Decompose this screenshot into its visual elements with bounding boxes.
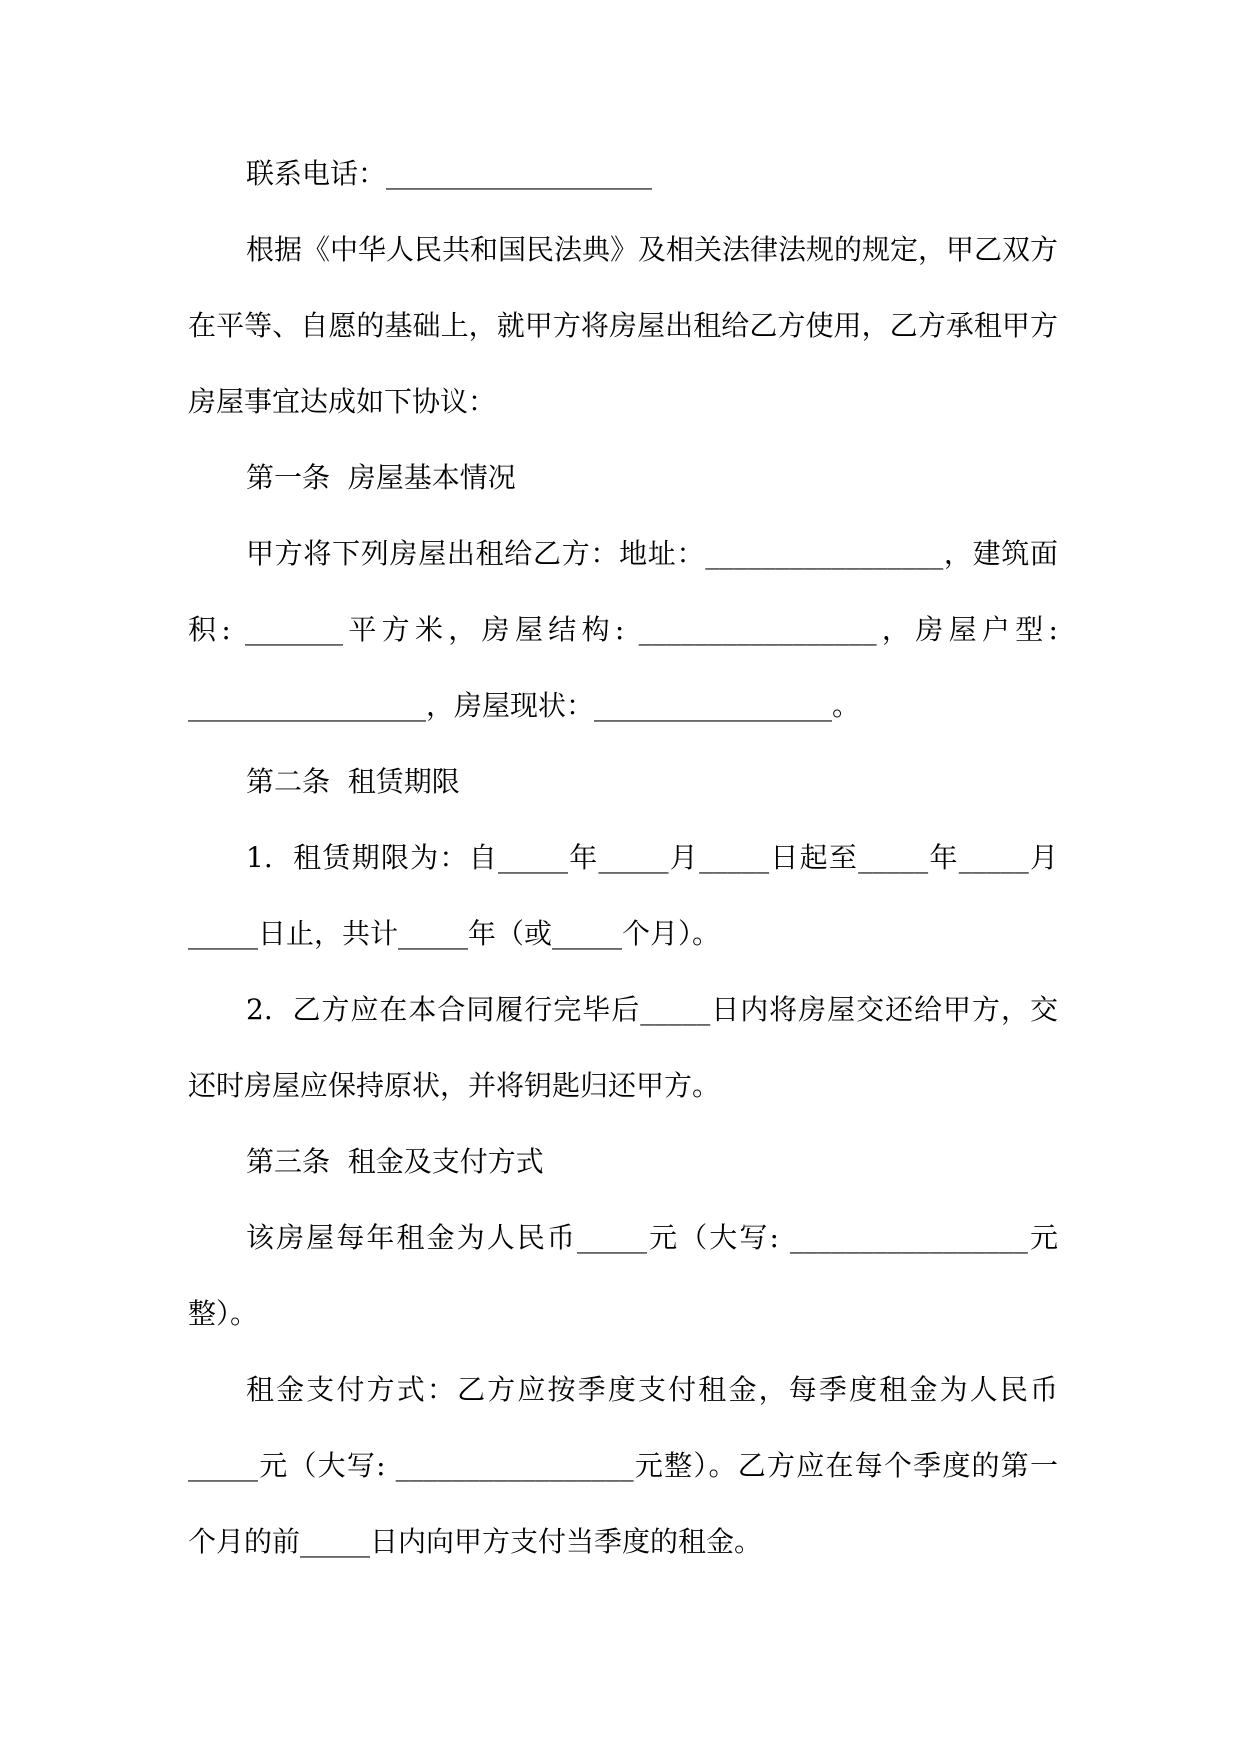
contract-page: [188, 136, 1067, 1580]
contact-phone-line: 联系电话：___________________: [246, 157, 653, 190]
preamble-paragraph: 根据《中华人民共和国民法典》及相关法律法规的规定，甲乙双方在平等、自愿的基础上，就甲方将房屋出租给乙方使用，乙方承租甲方房屋事宜达成如下协议：: [188, 233, 1059, 418]
article-2-item-2: 2. 乙方应在本合同履行完毕后_____日内将房屋交还给甲方，交还时房屋应保持原状，并将钥匙归还甲方。: [188, 993, 1058, 1102]
article-1-body: 甲方将下列房屋出租给乙方：地址：_________________，建筑面积: _______平方米，房屋结构: _________________，房屋户型: _________________，房屋现状：_________________。: [188, 537, 1067, 722]
article-2-item-1: 1. 租赁期限为：自_____年_____月_____日起至_____年_____月_____日止，共计_____年（或_____个月）。: [188, 841, 1058, 950]
article-3-payment: 租金支付方式：乙方应按季度支付租金，每季度租金为人民币_____元（大写: _________________元整）。乙方应在每个季度的第一个月的前_____日内向甲方支付当季度的租金。: [188, 1373, 1058, 1558]
article-2-heading: 第二条 租赁期限: [246, 765, 460, 798]
article-3-rent: 该房屋每年租金为人民币_____元（大写: _________________元整）。: [188, 1221, 1058, 1330]
article-1-heading: 第一条 房屋基本情况: [246, 461, 516, 494]
article-3-heading: 第三条 租金及支付方式: [246, 1145, 544, 1178]
